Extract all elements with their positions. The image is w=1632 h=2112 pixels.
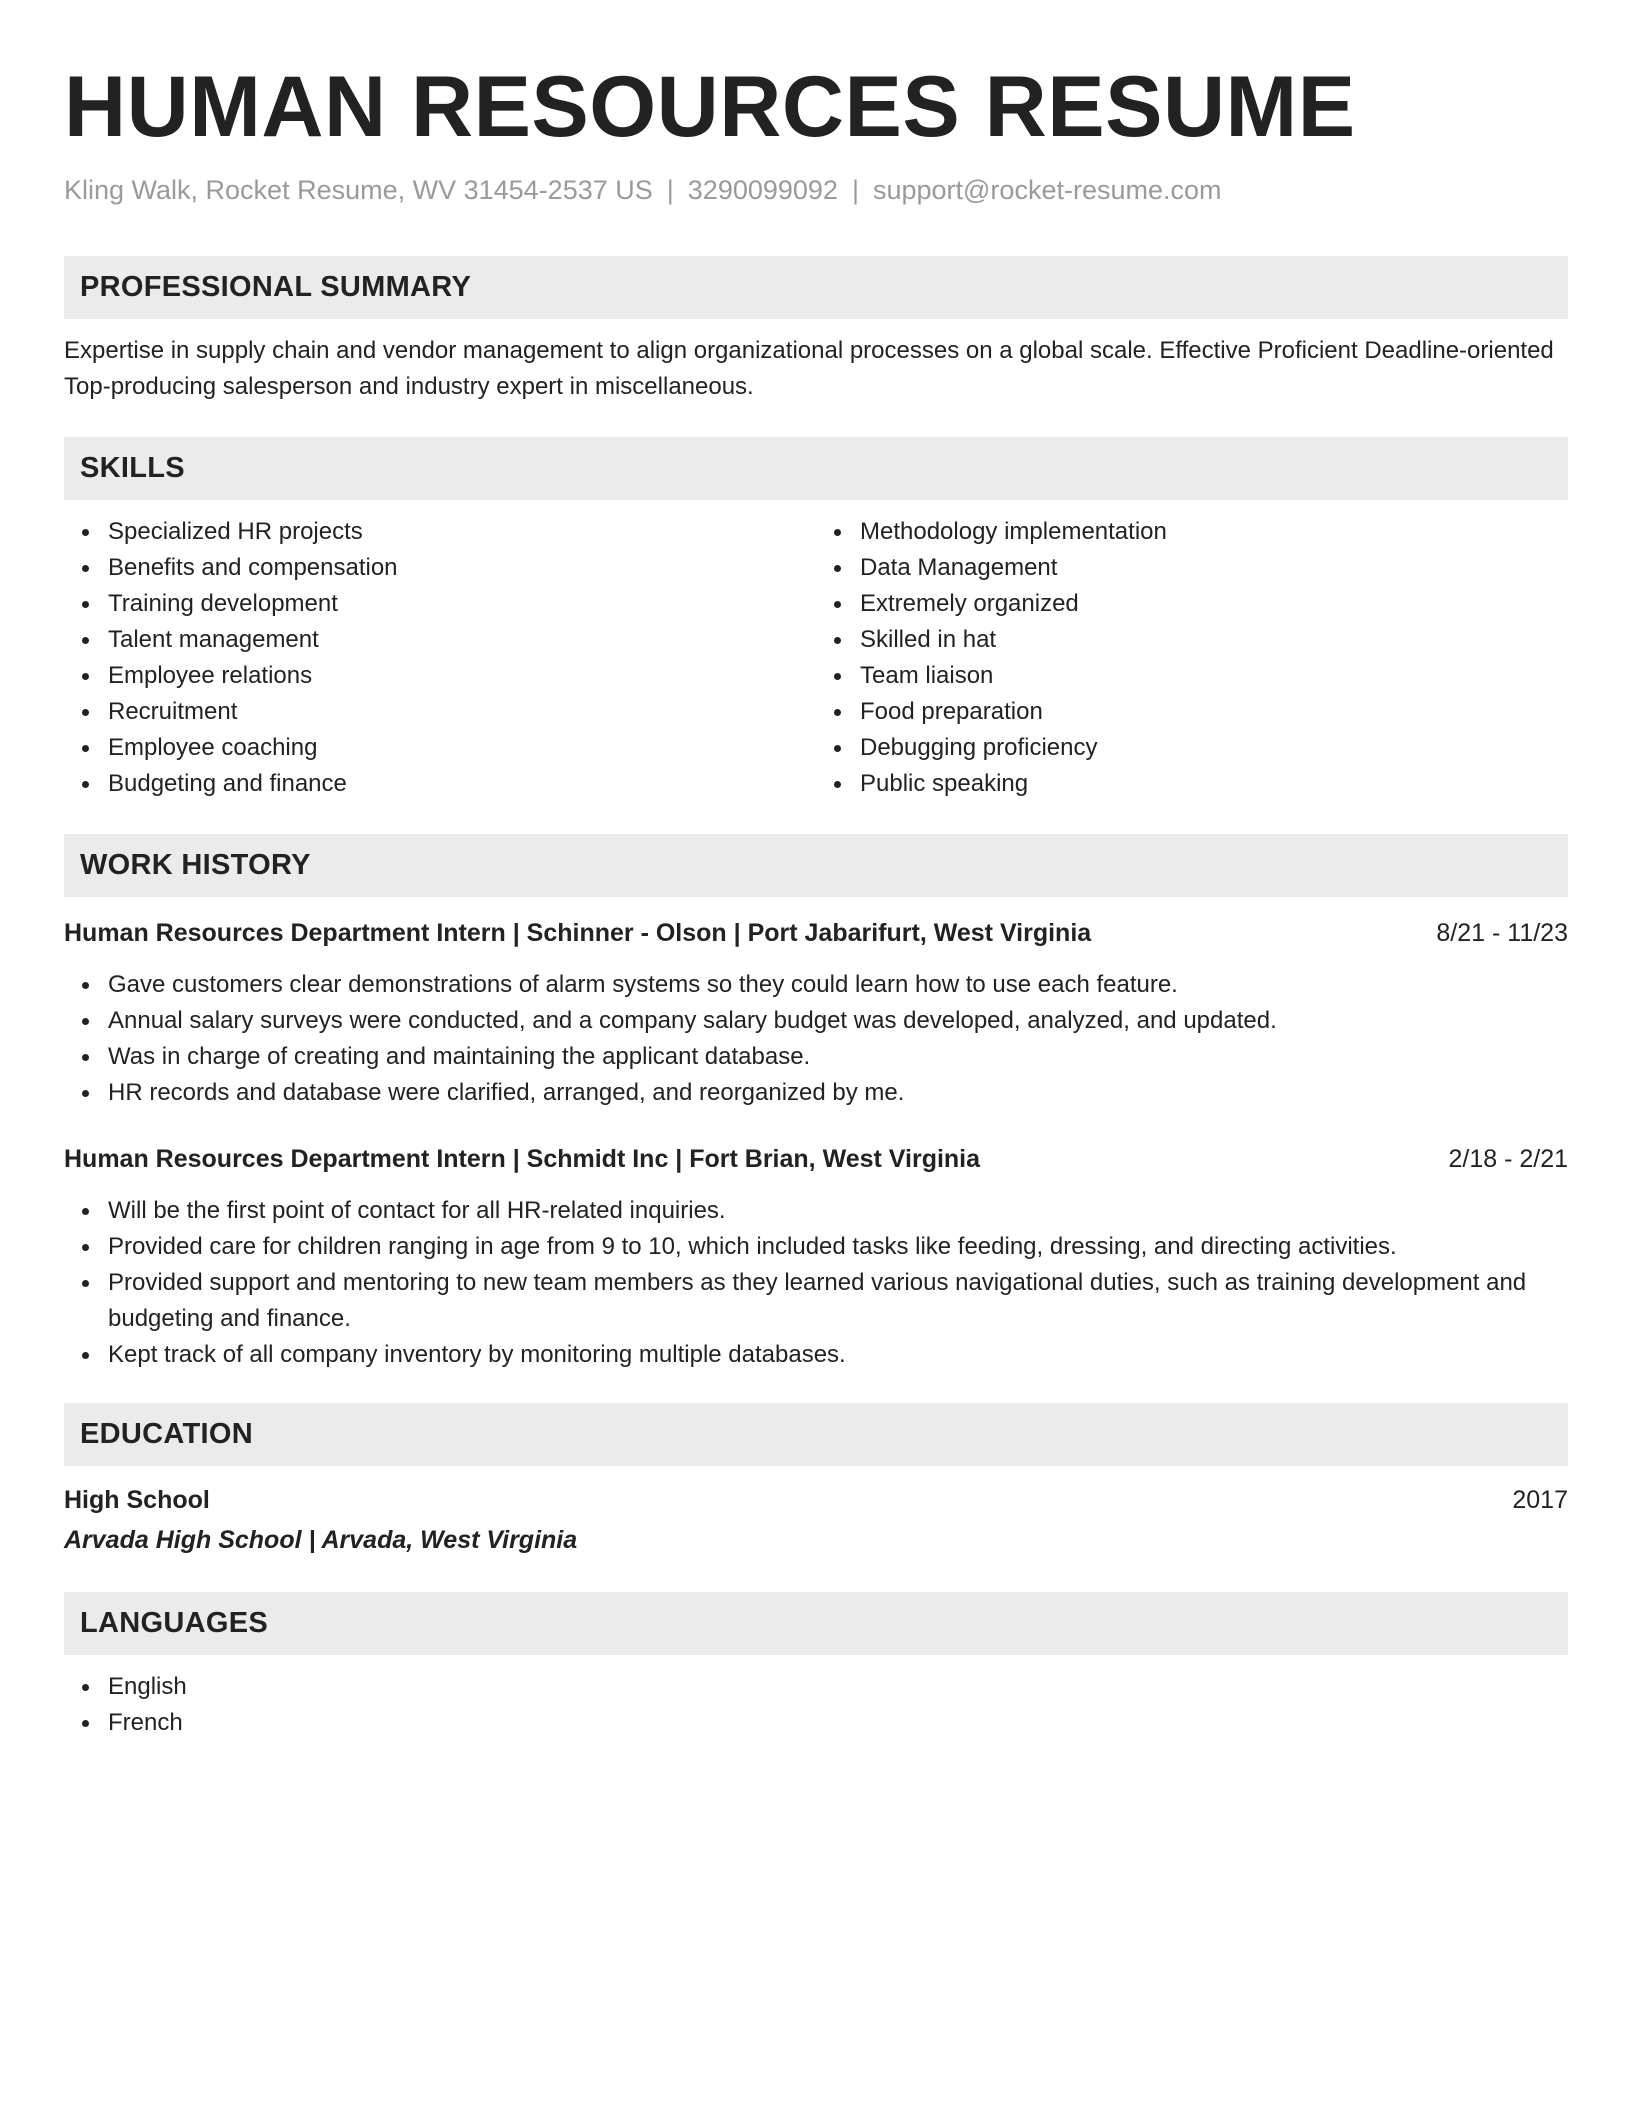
job-bullets: [64, 967, 1568, 1111]
language-item: French: [108, 1705, 1568, 1741]
job-title: Human Resources Department Intern | Schmidt Inc | Fort Brian, West Virginia: [64, 1145, 981, 1174]
job-header: [64, 915, 1568, 951]
skill-item: Team liaison: [860, 658, 1568, 694]
skill-item: Recruitment: [108, 694, 816, 730]
contact-separator: |: [851, 175, 859, 205]
job-dates: 2/18 - 2/21: [1448, 1145, 1568, 1174]
job-bullets: [64, 1193, 1568, 1373]
skills-grid: [64, 514, 1568, 802]
skill-item: Benefits and compensation: [108, 550, 816, 586]
skill-item: Employee coaching: [108, 730, 816, 766]
skill-item: Methodology implementation: [860, 514, 1568, 550]
education-entry: [64, 1482, 1568, 1558]
education-year: 2017: [1512, 1486, 1568, 1515]
skill-item: Budgeting and finance: [108, 766, 816, 802]
skill-item: Specialized HR projects: [108, 514, 816, 550]
section-heading-education: EDUCATION: [64, 1403, 1568, 1466]
skills-list-left: [64, 514, 816, 802]
job-title: Human Resources Department Intern | Schinner - Olson | Port Jabarifurt, West Virginia: [64, 919, 1092, 948]
resume-title: HUMAN RESOURCES RESUME: [64, 59, 1356, 155]
contact-separator: |: [666, 175, 674, 205]
section-heading-skills: SKILLS: [64, 437, 1568, 500]
job-bullet: Annual salary surveys were conducted, and a company salary budget was developed, analyzed, and updated.: [108, 1003, 1568, 1039]
skill-item: Talent management: [108, 622, 816, 658]
job-bullet: HR records and database were clarified, arranged, and reorganized by me.: [108, 1075, 1568, 1111]
education-degree: High School: [64, 1486, 210, 1515]
job-bullet: Kept track of all company inventory by monitoring multiple databases.: [108, 1337, 1568, 1373]
skill-item: Training development: [108, 586, 816, 622]
skill-item: Data Management: [860, 550, 1568, 586]
section-heading-summary: PROFESSIONAL SUMMARY: [64, 256, 1568, 319]
skill-item: Public speaking: [860, 766, 1568, 802]
contact-phone: 3290099092: [687, 175, 838, 205]
job-bullet: Was in charge of creating and maintaining the applicant database.: [108, 1039, 1568, 1075]
skill-item: Food preparation: [860, 694, 1568, 730]
contact-line: [64, 174, 1568, 206]
languages-list: [64, 1669, 1568, 1741]
education-header: [64, 1482, 1568, 1518]
skill-item: Debugging proficiency: [860, 730, 1568, 766]
skill-item: Extremely organized: [860, 586, 1568, 622]
language-item: English: [108, 1669, 1568, 1705]
section-heading-work-history: WORK HISTORY: [64, 834, 1568, 897]
job-bullet: Provided care for children ranging in age from 9 to 10, which included tasks like feeding, dressing, and directing activities.: [108, 1229, 1568, 1265]
job-bullet: Will be the first point of contact for all HR-related inquiries.: [108, 1193, 1568, 1229]
skills-list-right: [816, 514, 1568, 802]
contact-email: support@rocket-resume.com: [872, 175, 1222, 205]
job-dates: 8/21 - 11/23: [1436, 919, 1568, 948]
job-entry: [64, 1141, 1568, 1373]
job-header: [64, 1141, 1568, 1177]
job-bullet: Provided support and mentoring to new team members as they learned various navigational duties, such as training development and budgeting and finance.: [108, 1265, 1568, 1337]
skill-item: Skilled in hat: [860, 622, 1568, 658]
summary-text: Expertise in supply chain and vendor management to align organizational processes on a global scale. Effective Proficient Deadline-oriented Top-producing salesperson and industry expert in miscellaneous.: [64, 337, 1554, 401]
job-bullet: Gave customers clear demonstrations of alarm systems so they could learn how to use each feature.: [108, 967, 1568, 1003]
contact-address: Kling Walk, Rocket Resume, WV 31454-2537 US: [64, 175, 653, 205]
job-entry: [64, 915, 1568, 1111]
section-heading-languages: LANGUAGES: [64, 1592, 1568, 1655]
education-school: Arvada High School | Arvada, West Virginia: [64, 1526, 578, 1555]
skill-item: Employee relations: [108, 658, 816, 694]
